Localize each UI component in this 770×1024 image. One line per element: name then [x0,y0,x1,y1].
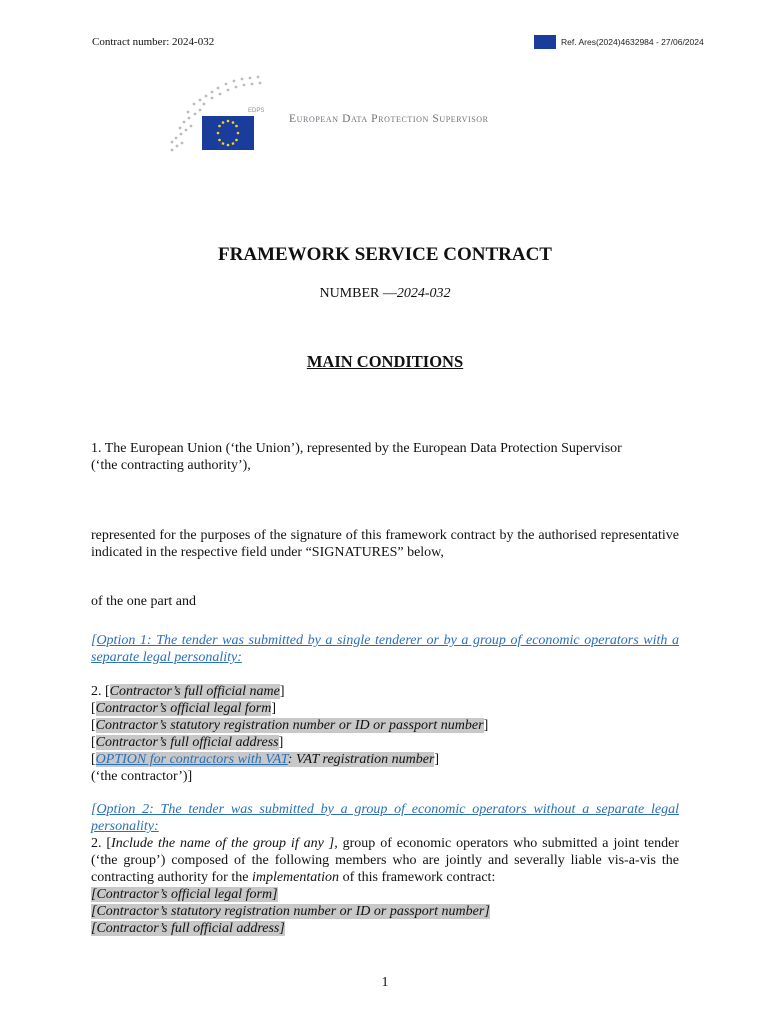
group-address-field: [Contractor’s full official address] [91,921,285,936]
option1-closing: (‘the contractor’)] [91,769,193,784]
paragraph-union-line2: (‘the contracting authority’), [91,458,251,473]
number-label: NUMBER — [319,286,397,301]
paragraph-union-line1: 1. The European Union (‘the Union’), represented by the European Data Protection Supervisor [91,441,622,456]
eu-flag-icon [534,35,556,49]
contractor-registration-field: Contractor’s statutory registration number or ID or passport number [95,718,484,733]
option2-heading-text: [Option 2: The tender was submitted by a group of economic operators without a separate legal personality: [91,802,679,834]
option2-paragraph: 2. [Include the name of the group if any ], group of economic operators who submitted a joint tender (‘the group’) composed of the following members who are jointly and severally liable vis-a-vis the contracting authority for the implementation of this framework contract: [91,836,680,885]
document-title: FRAMEWORK SERVICE CONTRACT [218,244,552,265]
implementation-term: implementation [251,870,340,885]
ares-reference-text: Ref. Ares(2024)4632984 - 27/06/2024 [561,37,704,47]
option1-block [91,683,679,785]
contractor-legal-form-field: Contractor’s official legal form [95,701,272,716]
vat-number-field: : VAT registration number [287,752,435,767]
ares-reference [534,35,704,49]
vat-option-label: OPTION for contractors with VAT [95,752,288,767]
contractor-address-field: Contractor’s full official address [95,735,279,750]
option2-heading [91,801,679,835]
option1-vat-line: [OPTION for contractors with VAT: VAT registration number] [91,752,440,767]
contractor-name-field: Contractor’s full official name [109,684,280,699]
paragraph-represented: represented for the purposes of the signature of this framework contract by the authorised representative indicated in the respective field under “SIGNATURES” below, [91,528,679,560]
edps-tag: EDPS [248,108,265,114]
paragraph-union [91,440,679,474]
group-name-field: Include the name of the group if any ], [111,836,338,851]
contract-number-header: Contract number: 2024-032 [92,36,215,48]
option1-name-line: 2. [Contractor’s full official name] [91,684,285,699]
option1-heading [91,632,679,666]
organization-name: European Data Protection Supervisor [289,113,489,125]
option1-registration-line: [Contractor’s statutory registration number or ID or passport number] [91,718,489,733]
group-registration-field: [Contractor’s statutory registration number or ID or passport number] [91,904,490,919]
paragraph-one-part: of the one part and [91,594,196,609]
section-heading: MAIN CONDITIONS [306,352,464,371]
page-number: 1 [381,975,389,990]
group-legal-form-field: [Contractor’s official legal form] [91,887,278,902]
contract-number-line [0,286,770,302]
number-value: 2024-032 [396,286,451,301]
option1-address-line: [Contractor’s full official address] [91,735,284,750]
option2-fields [91,886,679,937]
option1-legal-form-line: [Contractor’s official legal form] [91,701,276,716]
option1-heading-text: [Option 1: The tender was submitted by a single tenderer or by a group of economic operators with a separate legal personality: [91,633,679,665]
